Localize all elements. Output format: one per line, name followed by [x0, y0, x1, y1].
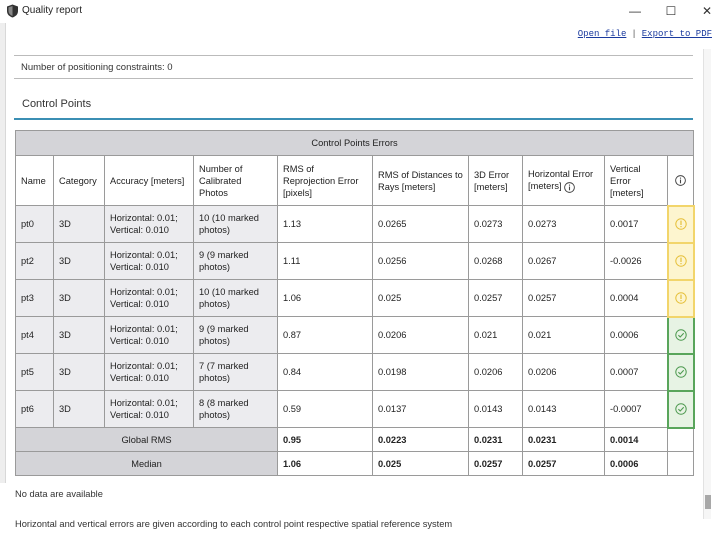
section-rule: [14, 118, 693, 120]
global-rms-distances: 0.0223: [373, 428, 469, 452]
table-row: [16, 317, 694, 354]
accuracy-vertical: Vertical: 0.010: [110, 373, 169, 383]
cell-3d-error: 0.0143: [469, 391, 523, 428]
cell-rms-distances: 0.025: [373, 280, 469, 317]
header-name: Name: [16, 156, 54, 206]
header-photos: Number of Calibrated Photos: [194, 156, 278, 206]
left-panel-edge: [0, 23, 6, 483]
header-status: [668, 156, 694, 206]
report-toolbar: [578, 29, 712, 39]
cell-category: 3D: [54, 280, 105, 317]
median-vertical-error: 0.0006: [605, 452, 668, 476]
control-points-table: [15, 130, 695, 476]
median-status: [668, 452, 694, 476]
table-row: [16, 206, 694, 243]
cell-vertical-error: -0.0007: [605, 391, 668, 428]
cell-vertical-error: 0.0007: [605, 354, 668, 391]
cell-photos: 9 (9 marked photos): [194, 317, 278, 354]
warning-icon: [675, 292, 687, 304]
check-circle-icon: [675, 329, 687, 341]
cell-rms-distances: 0.0256: [373, 243, 469, 280]
cell-photos: 9 (9 marked photos): [194, 243, 278, 280]
median-row: [16, 452, 694, 476]
header-rms-distances: RMS of Distances to Rays [meters]: [373, 156, 469, 206]
cell-3d-error: 0.0257: [469, 280, 523, 317]
cell-rms-reprojection: 1.11: [278, 243, 373, 280]
cell-name: pt2: [16, 243, 54, 280]
cell-vertical-error: 0.0017: [605, 206, 668, 243]
cell-horizontal-error: 0.0206: [523, 354, 605, 391]
report-content: [0, 23, 720, 549]
info-icon[interactable]: [564, 182, 575, 193]
status-cell: [668, 354, 694, 391]
table-row: [16, 243, 694, 280]
cell-rms-distances: 0.0206: [373, 317, 469, 354]
export-pdf-link[interactable]: Export to PDF: [641, 29, 712, 39]
cell-photos: 10 (10 marked photos): [194, 206, 278, 243]
cell-category: 3D: [54, 354, 105, 391]
cell-category: 3D: [54, 243, 105, 280]
global-rms-status: [668, 428, 694, 452]
check-circle-icon: [675, 366, 687, 378]
info-icon[interactable]: [675, 175, 686, 186]
warning-icon: [675, 255, 687, 267]
header-horizontal-error-label: Horizontal Error [meters]: [528, 169, 594, 192]
cell-name: pt4: [16, 317, 54, 354]
median-label: Median: [16, 452, 278, 476]
app-shield-icon: [6, 4, 19, 18]
cell-accuracy: [105, 280, 194, 317]
global-rms-horizontal-error: 0.0231: [523, 428, 605, 452]
median-distances: 0.025: [373, 452, 469, 476]
median-3d-error: 0.0257: [469, 452, 523, 476]
section-title: Control Points: [22, 98, 92, 110]
cell-name: pt0: [16, 206, 54, 243]
positioning-constraints-text: Number of positioning constraints: 0: [21, 62, 173, 73]
maximize-button[interactable]: ☐: [665, 4, 677, 18]
divider: [14, 78, 693, 79]
global-rms-row: [16, 428, 694, 452]
global-rms-vertical-error: 0.0014: [605, 428, 668, 452]
cell-photos: 7 (7 marked photos): [194, 354, 278, 391]
accuracy-horizontal: Horizontal: 0.01;: [110, 361, 178, 371]
cell-category: 3D: [54, 206, 105, 243]
accuracy-vertical: Vertical: 0.010: [110, 299, 169, 309]
median-reprojection: 1.06: [278, 452, 373, 476]
accuracy-horizontal: Horizontal: 0.01;: [110, 287, 178, 297]
global-rms-3d-error: 0.0231: [469, 428, 523, 452]
cell-rms-reprojection: 1.06: [278, 280, 373, 317]
table-caption: Control Points Errors: [16, 131, 694, 156]
accuracy-horizontal: Horizontal: 0.01;: [110, 213, 178, 223]
cell-accuracy: [105, 243, 194, 280]
warning-icon: [675, 218, 687, 230]
footnote-text: Horizontal and vertical errors are given according to each control point respective spatial reference system: [15, 519, 453, 529]
title-bar: [0, 0, 720, 23]
accuracy-vertical: Vertical: 0.010: [110, 262, 169, 272]
accuracy-vertical: Vertical: 0.010: [110, 410, 169, 420]
cell-horizontal-error: 0.0267: [523, 243, 605, 280]
status-cell: [668, 280, 694, 317]
cell-accuracy: [105, 206, 194, 243]
cell-horizontal-error: 0.0143: [523, 391, 605, 428]
global-rms-label: Global RMS: [16, 428, 278, 452]
minimize-button[interactable]: —: [629, 4, 641, 18]
cell-rms-reprojection: 0.87: [278, 317, 373, 354]
cell-name: pt5: [16, 354, 54, 391]
accuracy-vertical: Vertical: 0.010: [110, 336, 169, 346]
cell-horizontal-error: 0.0273: [523, 206, 605, 243]
cell-vertical-error: 0.0006: [605, 317, 668, 354]
cell-3d-error: 0.021: [469, 317, 523, 354]
cell-accuracy: [105, 317, 194, 354]
header-horizontal-error: [523, 156, 605, 206]
status-cell: [668, 317, 694, 354]
header-vertical-error: Vertical Error [meters]: [605, 156, 668, 206]
cell-3d-error: 0.0273: [469, 206, 523, 243]
vertical-scrollbar[interactable]: [703, 49, 711, 519]
no-data-text: No data are available: [15, 489, 103, 499]
cell-photos: 8 (8 marked photos): [194, 391, 278, 428]
global-rms-reprojection: 0.95: [278, 428, 373, 452]
close-button[interactable]: ✕: [701, 4, 713, 18]
cell-horizontal-error: 0.0257: [523, 280, 605, 317]
cell-3d-error: 0.0206: [469, 354, 523, 391]
cell-accuracy: [105, 391, 194, 428]
table-row: [16, 280, 694, 317]
cell-rms-reprojection: 1.13: [278, 206, 373, 243]
window-title: Quality report: [22, 5, 83, 16]
cell-rms-distances: 0.0198: [373, 354, 469, 391]
header-accuracy: Accuracy [meters]: [105, 156, 194, 206]
cell-rms-reprojection: 0.59: [278, 391, 373, 428]
status-cell: [668, 206, 694, 243]
header-3d-error: 3D Error [meters]: [469, 156, 523, 206]
accuracy-vertical: Vertical: 0.010: [110, 225, 169, 235]
toolbar-separator: |: [631, 29, 637, 39]
accuracy-horizontal: Horizontal: 0.01;: [110, 398, 178, 408]
cell-accuracy: [105, 354, 194, 391]
accuracy-horizontal: Horizontal: 0.01;: [110, 324, 178, 334]
cell-rms-distances: 0.0265: [373, 206, 469, 243]
scrollbar-thumb[interactable]: [705, 495, 711, 509]
cell-rms-reprojection: 0.84: [278, 354, 373, 391]
cell-name: pt6: [16, 391, 54, 428]
cell-rms-distances: 0.0137: [373, 391, 469, 428]
table-row: [16, 354, 694, 391]
status-cell: [668, 243, 694, 280]
accuracy-horizontal: Horizontal: 0.01;: [110, 250, 178, 260]
table-row: [16, 391, 694, 428]
cell-horizontal-error: 0.021: [523, 317, 605, 354]
open-file-link[interactable]: Open file: [577, 29, 627, 39]
header-category: Category: [54, 156, 105, 206]
cell-category: 3D: [54, 391, 105, 428]
cell-vertical-error: -0.0026: [605, 243, 668, 280]
cell-category: 3D: [54, 317, 105, 354]
cell-3d-error: 0.0268: [469, 243, 523, 280]
cell-photos: 10 (10 marked photos): [194, 280, 278, 317]
cell-name: pt3: [16, 280, 54, 317]
divider: [14, 55, 693, 56]
cell-vertical-error: 0.0004: [605, 280, 668, 317]
median-horizontal-error: 0.0257: [523, 452, 605, 476]
header-rms-reprojection: RMS of Reprojection Error [pixels]: [278, 156, 373, 206]
check-circle-icon: [675, 403, 687, 415]
status-cell: [668, 391, 694, 428]
